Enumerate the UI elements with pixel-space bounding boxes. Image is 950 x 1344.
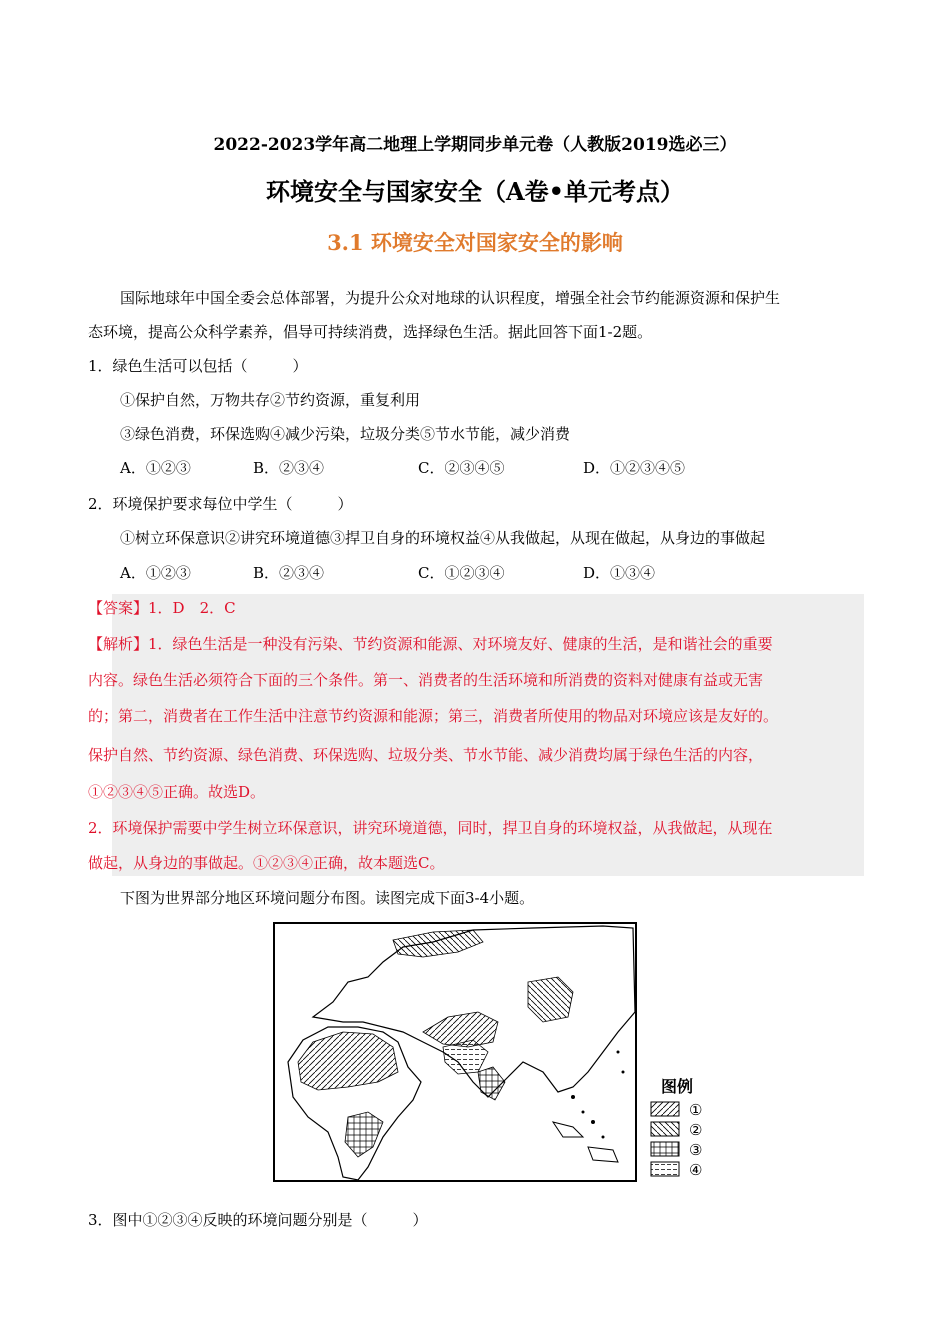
analysis-line-6: 2．环境保护需要中学生树立环保意识，讲究环境道德，同时，捍卫自身的环境权益，从我做起，从现在	[88, 819, 773, 837]
legend-item-2: ②	[689, 1121, 703, 1139]
analysis-line-2: 内容。绿色生活必须符合下面的三个条件。第一、消费者的生活环境和所消费的资料对健康有益或无害	[88, 671, 764, 689]
environment-problem-map	[273, 922, 721, 1184]
analysis-line-1	[88, 634, 773, 654]
analysis-tag: 【解析】	[88, 635, 149, 653]
q2-option-c: C．①②③④	[418, 564, 505, 582]
q2-option-d: D．①③④	[583, 564, 656, 582]
analysis-line-4: 保护自然、节约资源、绿色消费、环保选购、垃圾分类、节水节能、减少消费均属于绿色生活的内容，	[88, 746, 764, 764]
q1-option-c: C．②③④⑤	[418, 459, 505, 477]
q3-stem: 3．图中①②③④反映的环境问题分别是（ ）	[88, 1211, 428, 1229]
answer-line	[88, 598, 236, 618]
legend-item-3: ③	[689, 1141, 703, 1159]
q2-option-a: A．①②③	[120, 564, 191, 582]
answer-tag: 【答案】	[88, 599, 149, 617]
q2-option-b: B．②③④	[253, 564, 325, 582]
analysis-text-1: 1．绿色生活是一种没有污染、节约资源和能源、对环境友好、健康的生活，是和谐社会的重要	[148, 635, 773, 653]
q1-option-b: B．②③④	[253, 459, 325, 477]
legend-title: 图例	[661, 1077, 694, 1096]
analysis-line-5: ①②③④⑤正确。故选D。	[88, 783, 266, 801]
analysis-line-3: 的；第二，消费者在工作生活中注意节约资源和能源；第三，消费者所使用的物品对环境应该是友好的。	[88, 707, 779, 725]
q1-stem: 1．绿色生活可以包括（ ）	[88, 357, 308, 375]
doc-header-line1: 2022-2023学年高二地理上学期同步单元卷（人教版2019选必三）	[213, 135, 737, 155]
q1-item-1: ①保护自然，万物共存②节约资源，重复利用	[120, 391, 421, 409]
legend-item-4: ④	[689, 1161, 703, 1179]
answer-text: 1．D 2．C	[148, 599, 236, 617]
intro-line-2: 态环境，提高公众科学素养，倡导可持续消费，选择绿色生活。据此回答下面1-2题。	[88, 323, 653, 341]
section-title: 3.1 环境安全对国家安全的影响	[327, 230, 623, 255]
map-intro: 下图为世界部分地区环境问题分布图。读图完成下面3-4小题。	[120, 889, 535, 907]
q2-item-1: ①树立环保意识②讲究环境道德③捍卫自身的环境权益④从我做起，从现在做起，从身边的事做起	[120, 529, 766, 547]
q1-option-d: D．①②③④⑤	[583, 459, 686, 477]
q1-option-a: A．①②③	[120, 459, 191, 477]
q2-stem: 2．环境保护要求每位中学生（ ）	[88, 495, 353, 513]
analysis-line-7: 做起，从身边的事做起。①②③④正确，故本题选C。	[88, 854, 445, 872]
q1-item-2: ③绿色消费，环保选购④减少污染，垃圾分类⑤节水节能，减少消费	[120, 425, 571, 443]
legend-item-1: ①	[689, 1101, 703, 1119]
intro-line-1: 国际地球年中国全委会总体部署，为提升公众对地球的认识程度，增强全社会节约能源资源和保护生	[120, 289, 781, 307]
doc-title: 环境安全与国家安全（A卷•单元考点）	[266, 177, 684, 206]
